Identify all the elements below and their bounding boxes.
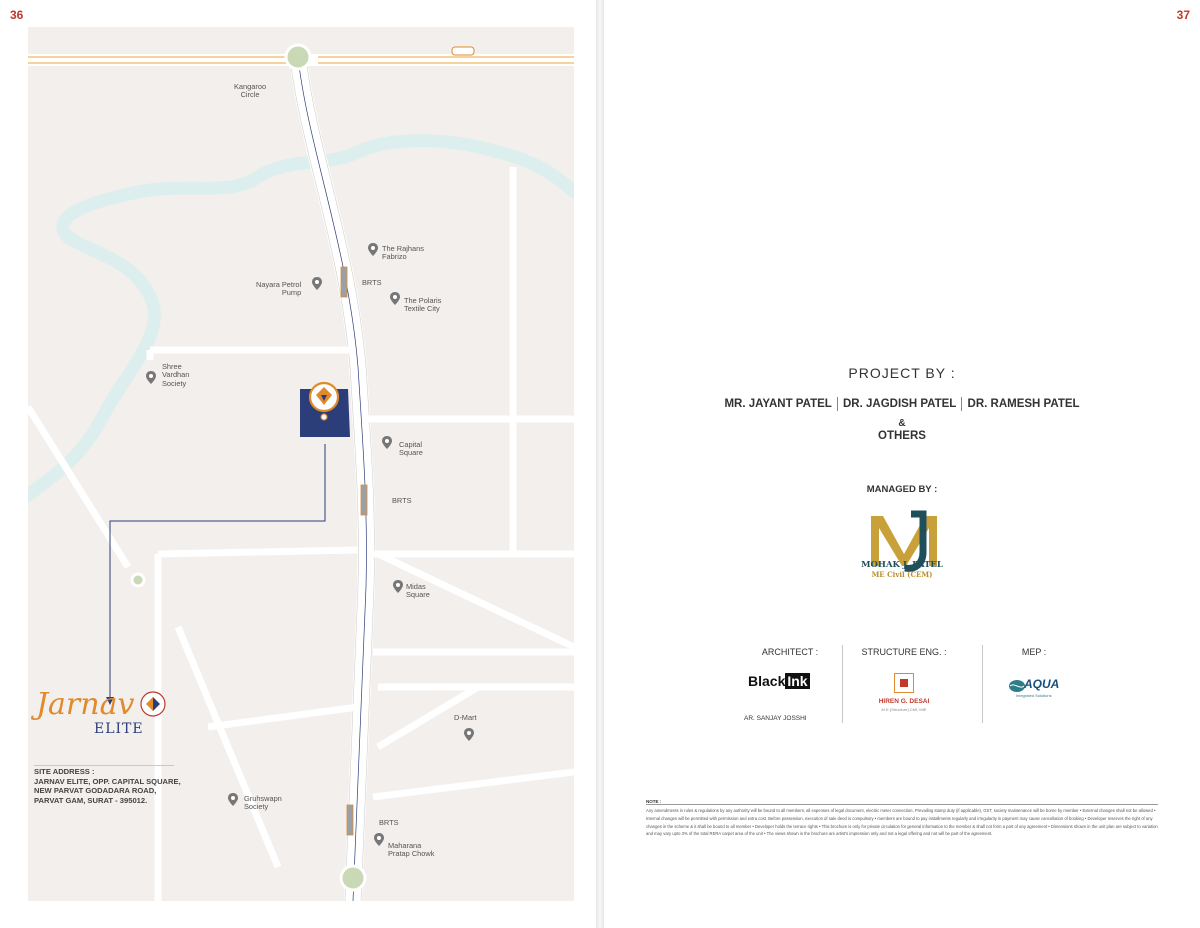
divider — [842, 645, 843, 723]
jarnav-elite-logo — [36, 687, 176, 757]
owner-2: DR. JAGDISH PATEL — [843, 398, 957, 411]
page-number-left: 36 — [10, 8, 24, 22]
label-capital-square: Capital Square — [399, 440, 423, 458]
structure-name: HIREN G. DESAI — [878, 698, 930, 705]
label-rajhans: The Rajhans Fabrizo — [382, 244, 424, 262]
site-address-line1: JARNAV ELITE, OPP. CAPITAL SQUARE, — [34, 776, 181, 786]
connector-line — [110, 444, 325, 703]
blackink-logo-a: Black — [748, 673, 786, 689]
right-page — [604, 0, 1200, 928]
label-maharana-pratap-chowk: Maharana Pratap Chowk — [388, 841, 435, 859]
map-pins — [146, 243, 474, 846]
structure-role: STRUCTURE ENG. : — [861, 647, 947, 657]
logo-emblem-icon — [140, 691, 166, 717]
ampersand: & — [898, 418, 906, 429]
mep-sub: Integrated Solutions — [1016, 693, 1052, 698]
note-rule — [646, 804, 1158, 805]
kangaroo-circle-roundabout — [286, 45, 310, 69]
label-gruhswapn: Gruhswapn Society — [244, 794, 282, 812]
others: OTHERS — [878, 430, 926, 442]
project-by-heading: PROJECT BY : — [848, 365, 956, 381]
logo-name: ELITE — [94, 721, 144, 737]
owner-separator — [961, 397, 962, 411]
main-road — [298, 57, 366, 901]
architect-role: ARCHITECT : — [761, 647, 819, 657]
managed-by-heading: MANAGED BY : — [866, 484, 938, 495]
structure-qualification: M.E.(Structure),CMI, MIE — [881, 707, 927, 712]
owner-1: MR. JAYANT PATEL — [724, 398, 832, 411]
architect-name: AR. SANJAY JOSSHI — [744, 715, 807, 722]
brts-stop-3 — [347, 805, 353, 835]
label-midas-square: Midas Square — [406, 582, 430, 600]
site-address-line2: NEW PARVAT GODADARA ROAD, — [34, 786, 157, 796]
consultants — [734, 645, 1074, 725]
site-address-line3: PARVAT GAM, SURAT - 395012. — [34, 795, 148, 805]
label-brts-2: BRTS — [392, 496, 412, 505]
page-gutter — [596, 0, 604, 928]
river — [28, 141, 574, 495]
label-kangaroo-circle: Kangaroo Circle — [234, 82, 267, 100]
brts-stop-2 — [361, 485, 367, 515]
owner-3: DR. RAMESH PATEL — [967, 398, 1080, 411]
manager-degree: ME Civil (CEM) — [871, 570, 933, 579]
hgd-logo-icon — [894, 673, 914, 693]
logo-script: Jarnav — [36, 687, 135, 722]
label-nayara: Nayara Petrol Pump — [256, 280, 302, 298]
mep-logo: AQUA — [1024, 677, 1060, 691]
site-address-header: SITE ADDRESS : — [34, 767, 95, 776]
label-brts-1: BRTS — [362, 278, 382, 287]
label-brts-3: BRTS — [379, 818, 399, 827]
structure-column — [848, 645, 960, 725]
maharana-pratap-roundabout — [341, 866, 365, 890]
blackink-logo-b: Ink — [787, 673, 808, 689]
brts-stop-1 — [341, 267, 347, 297]
note-text: Any amendments in rules & regulations by any authority will be bound to all members, all expenses of legal document, electric meter connection, Prevailing stamp duty (if applicable), GST, society maintenance will be borne by member • External changes shall not be allowed • Internal changes will be permitted with permission and extra cost. Before possession, execution of sale deed is compulsory • members are bound to pay installments regularly and irregularity in payment may cause cancellation of booking • Developer reserves the right of any changes in the scheme & it shall be bound to all member • Developer holds the terrace rights • This brochure is only for private circulation for general information to the member & shall not form a part of any agreement • Dimensions shown in the unit plan are subject to variation and may vary upto 3% of the total RERA carpet area of the unit • The views shown in the brochure are artist's impression only and not a legal offering and not will be part of the agreement. — [646, 808, 1158, 837]
left-page — [0, 0, 596, 928]
west-roundabout — [132, 574, 144, 586]
architect-column — [734, 645, 846, 725]
label-polaris: The Polaris Textile City — [404, 296, 442, 314]
label-shree-vardhan: Shree Vardhan Society — [162, 362, 190, 388]
note-header: NOTE : — [646, 799, 662, 804]
label-dmart: D-Mart — [454, 713, 477, 722]
site-address — [34, 767, 181, 805]
owners — [604, 397, 1200, 411]
manager-name: MOHAK J. PATEL — [861, 560, 943, 570]
page-number-right: 37 — [1176, 8, 1190, 22]
owner-separator — [837, 397, 838, 411]
mep-role: MEP : — [1021, 647, 1047, 657]
blackink-logo — [748, 673, 810, 689]
address-rule — [34, 765, 174, 766]
mep-column — [978, 645, 1090, 725]
location-map — [28, 27, 574, 901]
